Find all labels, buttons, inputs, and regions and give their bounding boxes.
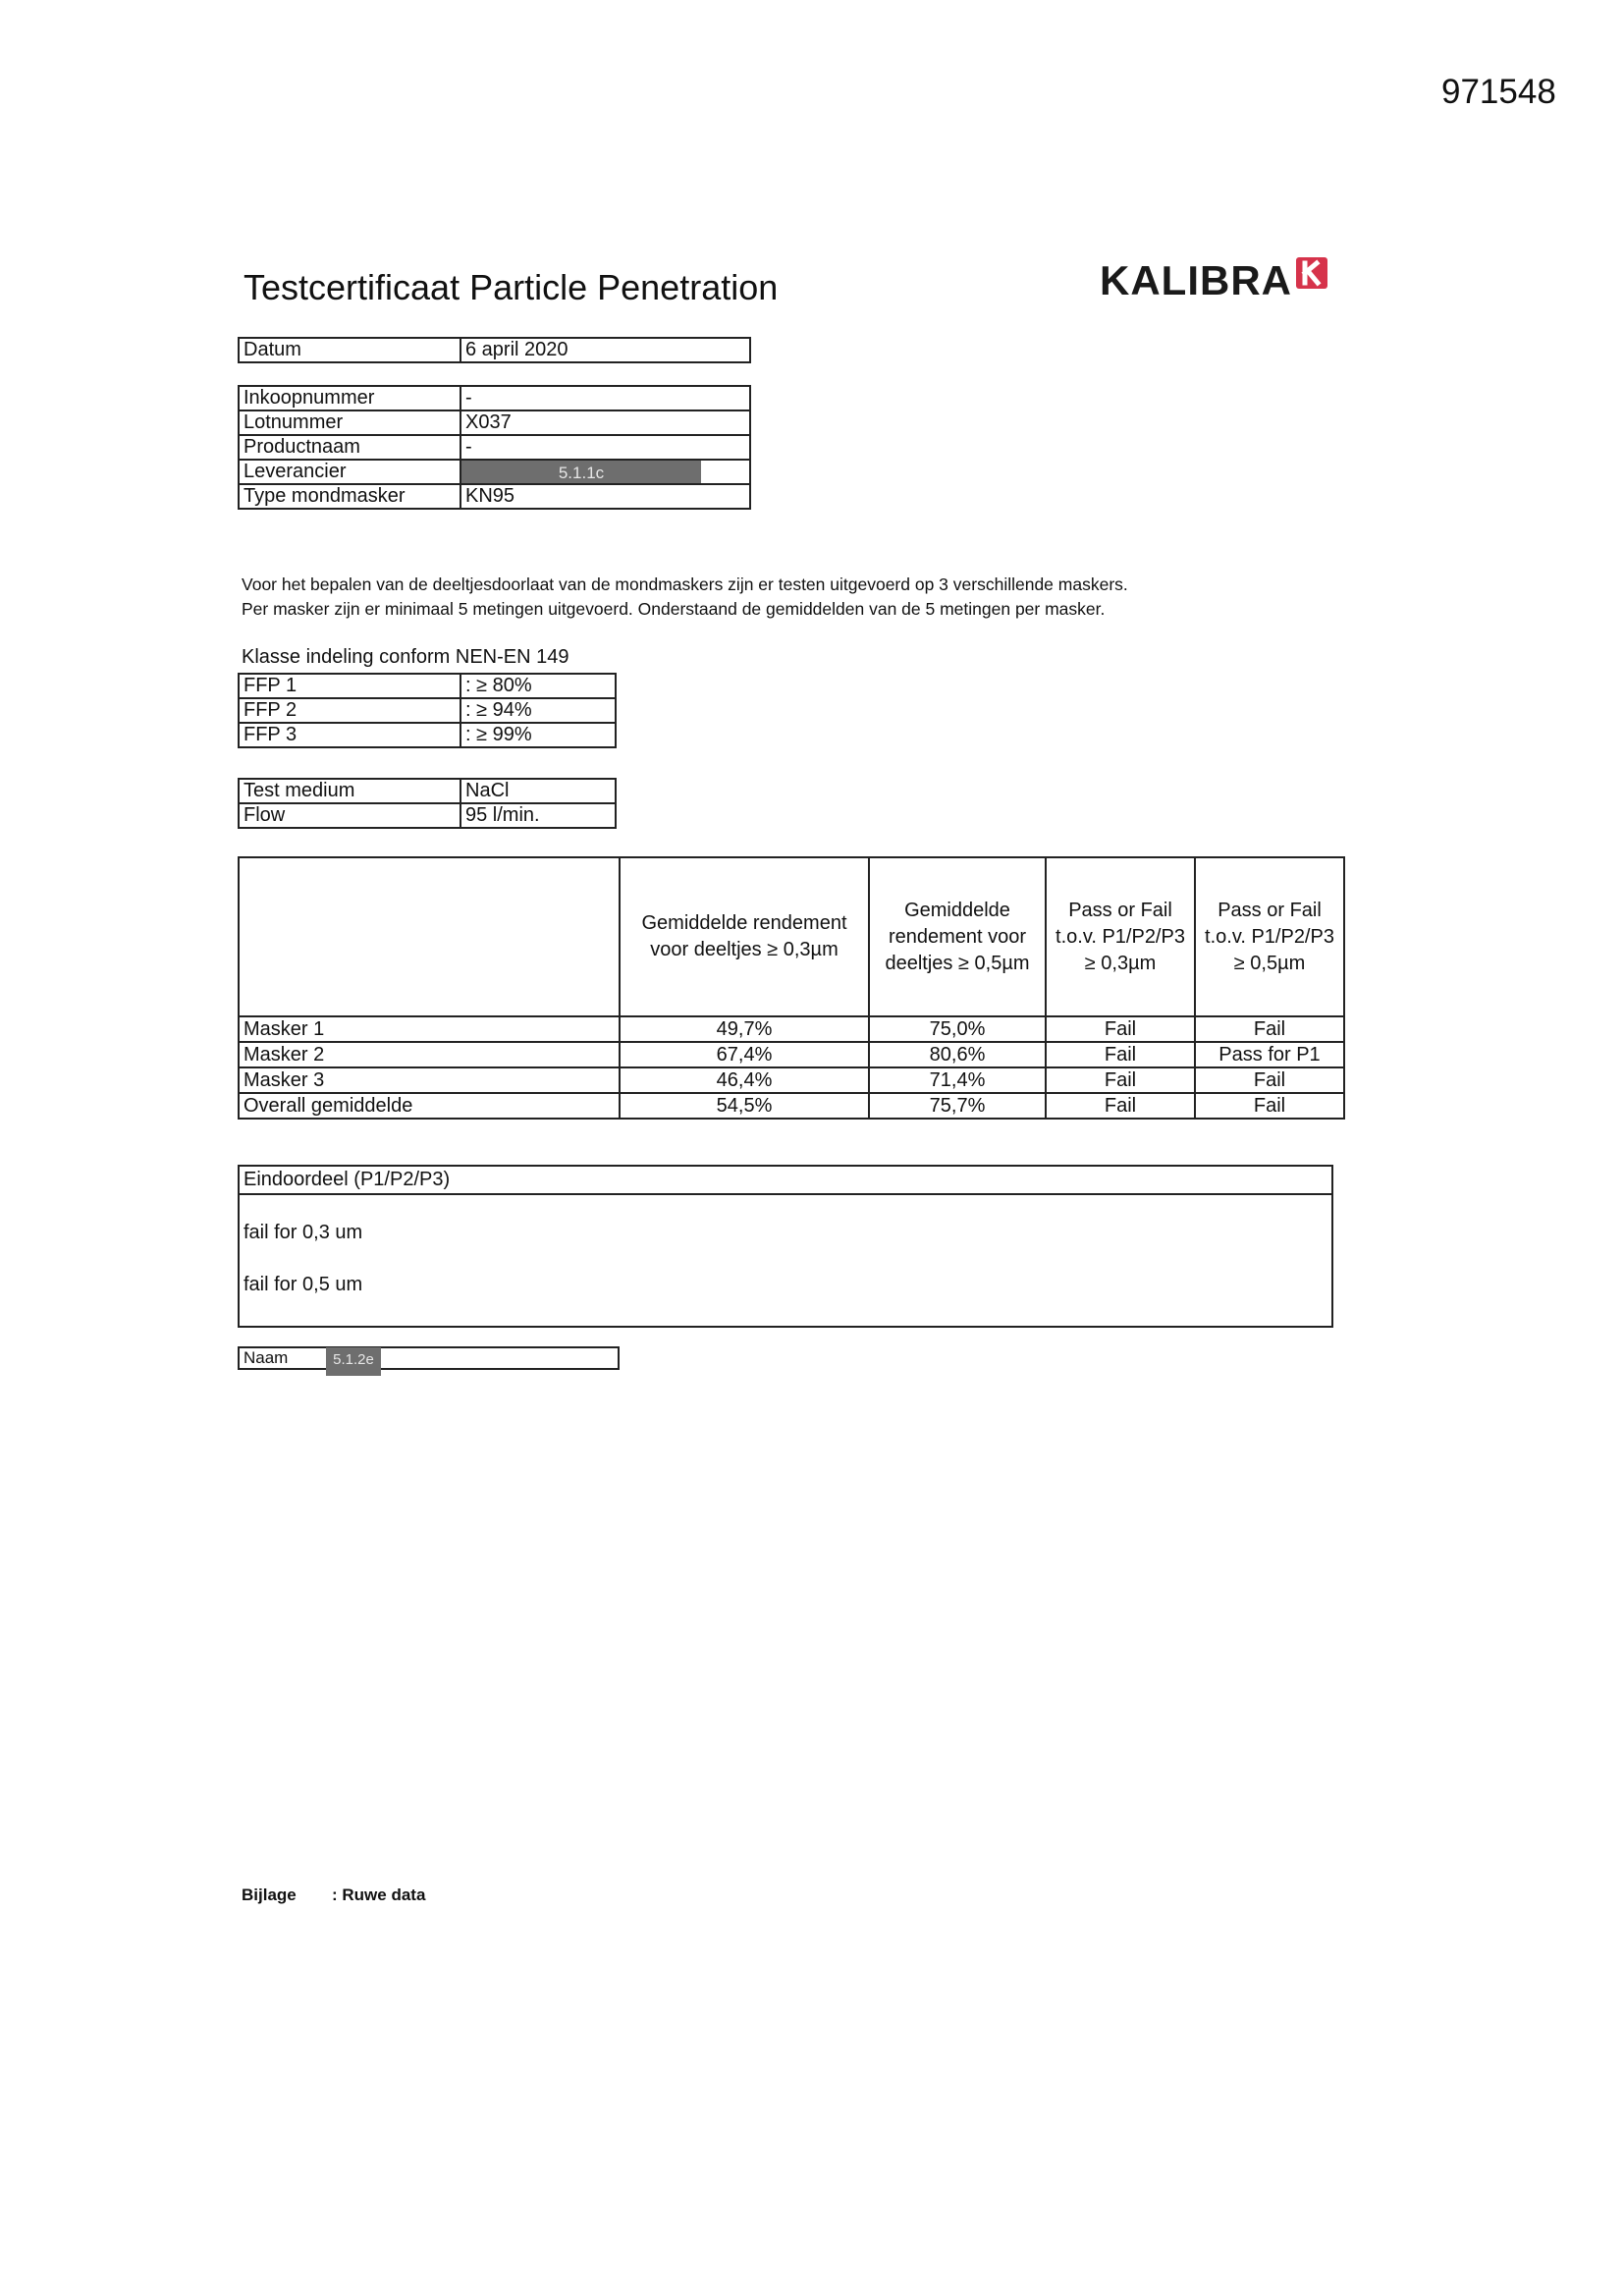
productnaam-value: - (460, 435, 750, 460)
lotnummer-value: X037 (460, 410, 750, 435)
ffp3-label: FFP 3 (239, 723, 460, 747)
cell-value: 46,4% (620, 1067, 869, 1093)
leverancier-value (460, 460, 750, 484)
row-label: Overall gemiddelde (239, 1093, 620, 1119)
results-header-pf-03: Pass or Fail t.o.v. P1/P2/P3 ≥ 0,3µm (1046, 857, 1195, 1016)
table-row (239, 1093, 1344, 1119)
datum-table (238, 337, 751, 363)
intro-line-2: Per masker zijn er minimaal 5 metingen uitgevoerd. Onderstaand de gemiddelden van de 5 metingen per masker. (242, 599, 1106, 619)
cell-value: Fail (1046, 1016, 1195, 1042)
leverancier-label: Leverancier (239, 460, 460, 484)
klasse-title: Klasse indeling conform NEN-EN 149 (242, 646, 569, 668)
cell-value: 80,6% (869, 1042, 1046, 1067)
cell-value: Fail (1195, 1093, 1344, 1119)
cell-value: Fail (1046, 1042, 1195, 1067)
table-row (239, 1067, 1344, 1093)
eindoordeel-line-2: fail for 0,5 um (244, 1274, 363, 1295)
test-medium-value: NaCl (460, 779, 616, 803)
results-header-row (239, 857, 1344, 1016)
naam-redaction-block: 5.1.2e (326, 1347, 381, 1376)
row-label: Masker 3 (239, 1067, 620, 1093)
table-row (239, 386, 750, 410)
klasse-table (238, 673, 617, 748)
datum-label: Datum (239, 338, 460, 362)
redaction-block: 5.1.1c (461, 460, 701, 484)
table-row (239, 484, 750, 509)
type-mondmasker-label: Type mondmasker (239, 484, 460, 509)
kalibra-logo (1100, 257, 1327, 306)
table-row (239, 410, 750, 435)
bijlage-label: Bijlage (242, 1886, 297, 1904)
table-row (239, 1042, 1344, 1067)
cell-value: Fail (1195, 1016, 1344, 1042)
product-info-table (238, 385, 751, 510)
table-row (239, 460, 750, 484)
row-label: Masker 1 (239, 1016, 620, 1042)
naam-box (238, 1346, 620, 1370)
cell-value: Fail (1195, 1067, 1344, 1093)
eindoordeel-line-1: fail for 0,3 um (244, 1222, 363, 1243)
table-row (239, 674, 616, 698)
test-table (238, 778, 617, 829)
table-row (239, 779, 616, 803)
results-header-05: Gemiddelde rendement voor deeltjes ≥ 0,5µm (869, 857, 1046, 1016)
ffp2-label: FFP 2 (239, 698, 460, 723)
ffp1-value: : ≥ 80% (460, 674, 616, 698)
flow-value: 95 l/min. (460, 803, 616, 828)
table-row (239, 338, 750, 362)
naam-label: Naam (244, 1348, 289, 1367)
cell-value: 71,4% (869, 1067, 1046, 1093)
ffp3-value: : ≥ 99% (460, 723, 616, 747)
table-row (239, 1016, 1344, 1042)
ffp1-label: FFP 1 (239, 674, 460, 698)
cell-value: Pass for P1 (1195, 1042, 1344, 1067)
cell-value: 75,7% (869, 1093, 1046, 1119)
results-table (238, 856, 1345, 1120)
test-medium-label: Test medium (239, 779, 460, 803)
lotnummer-label: Lotnummer (239, 410, 460, 435)
logo-text: KALIBRA (1100, 257, 1292, 303)
eindoordeel-label: Eindoordeel (P1/P2/P3) (240, 1167, 1331, 1195)
bijlage-value: : Ruwe data (332, 1886, 426, 1904)
cell-value: Fail (1046, 1093, 1195, 1119)
cell-value: Fail (1046, 1067, 1195, 1093)
table-row (239, 723, 616, 747)
eindoordeel-box (238, 1165, 1333, 1328)
cell-value: 54,5% (620, 1093, 869, 1119)
type-mondmasker-value: KN95 (460, 484, 750, 509)
table-row (239, 803, 616, 828)
results-header-03: Gemiddelde rendement voor deeltjes ≥ 0,3µm (620, 857, 869, 1016)
results-header-pf-05: Pass or Fail t.o.v. P1/P2/P3 ≥ 0,5µm (1195, 857, 1344, 1016)
row-label: Masker 2 (239, 1042, 620, 1067)
productnaam-label: Productnaam (239, 435, 460, 460)
ffp2-value: : ≥ 94% (460, 698, 616, 723)
cell-value: 75,0% (869, 1016, 1046, 1042)
page-title: Testcertificaat Particle Penetration (244, 267, 779, 307)
flow-label: Flow (239, 803, 460, 828)
table-row (239, 698, 616, 723)
inkoopnummer-label: Inkoopnummer (239, 386, 460, 410)
cell-value: 49,7% (620, 1016, 869, 1042)
cell-value: 67,4% (620, 1042, 869, 1067)
document-number: 971548 (1441, 73, 1556, 111)
results-header-blank (239, 857, 620, 1016)
k-logo-icon (1296, 257, 1327, 289)
inkoopnummer-value: - (460, 386, 750, 410)
datum-value: 6 april 2020 (460, 338, 750, 362)
intro-line-1: Voor het bepalen van de deeltjesdoorlaat van de mondmaskers zijn er testen uitgevoerd op 3 verschillende maskers. (242, 574, 1128, 594)
table-row (239, 435, 750, 460)
